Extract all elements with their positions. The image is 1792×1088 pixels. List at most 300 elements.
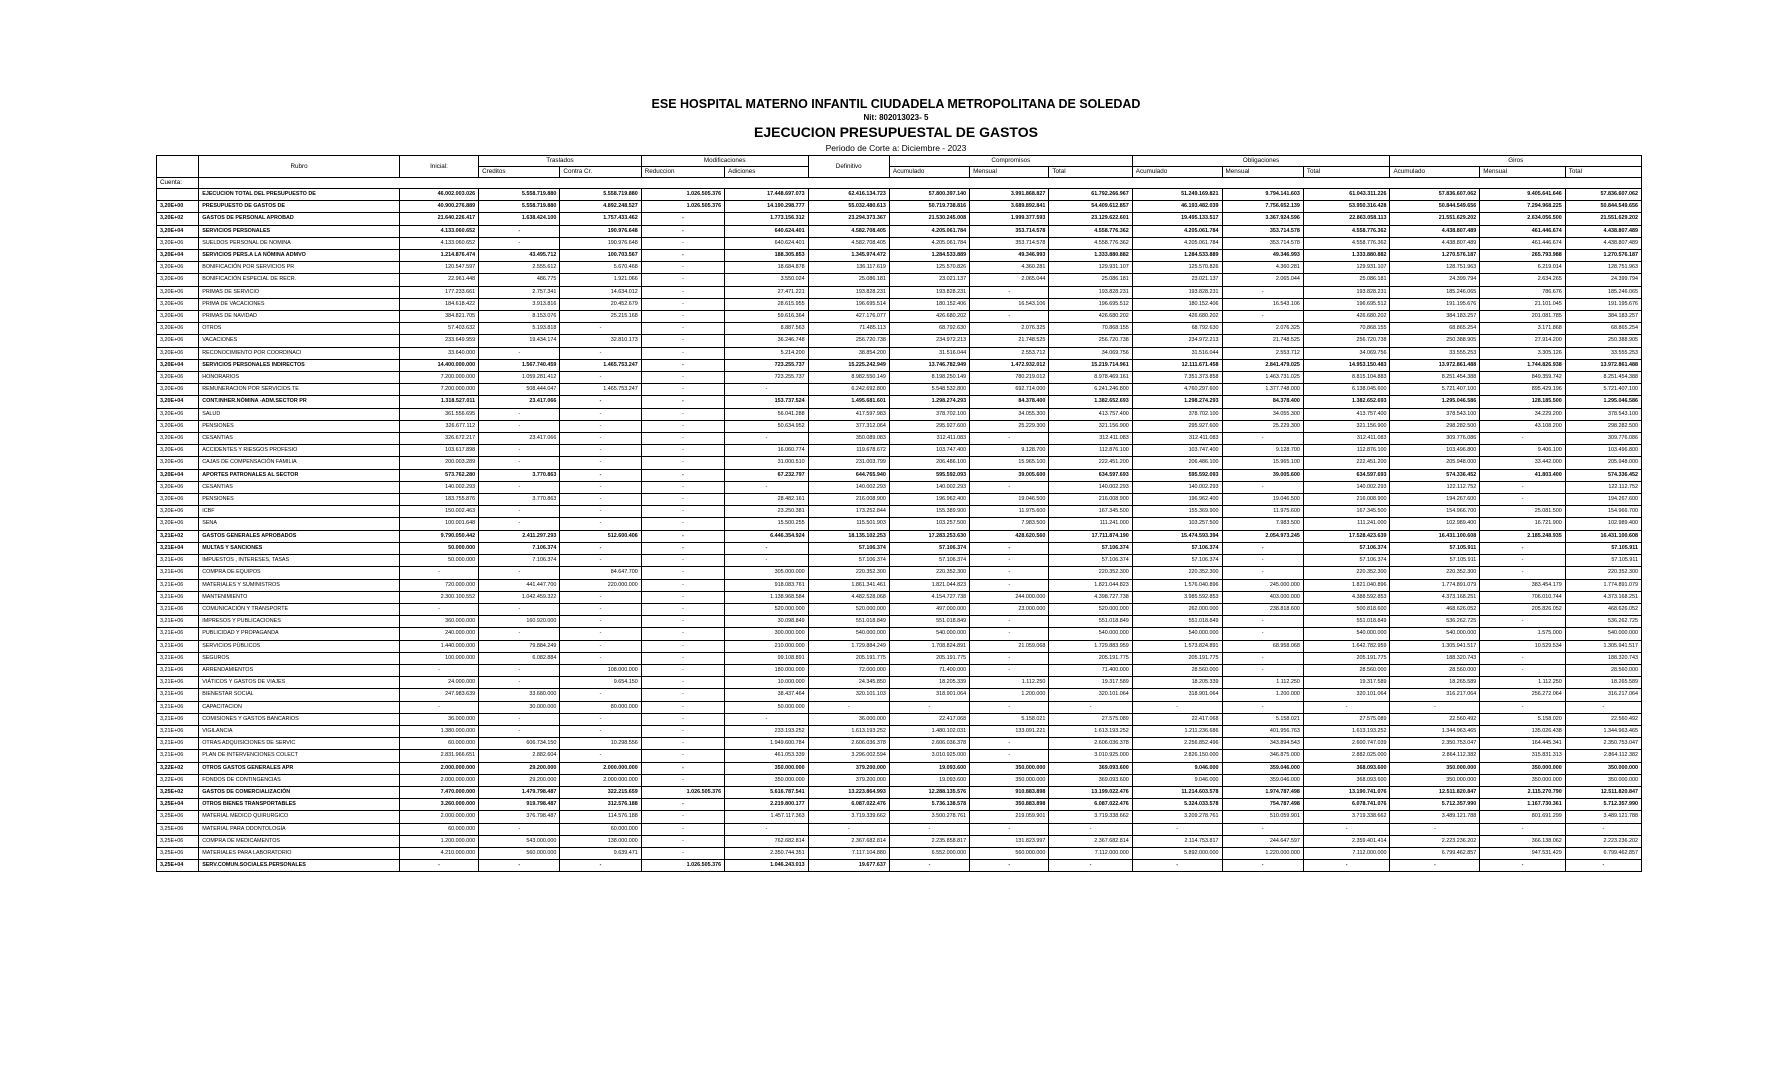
value-cell: 2.831.966.651 xyxy=(399,750,478,762)
value-cell: 1.774.891.079 xyxy=(1565,579,1641,591)
table-body xyxy=(157,189,1642,872)
value-cell: 2.367.682.814 xyxy=(808,835,889,847)
value-cell: 100.000.000 xyxy=(399,652,478,664)
value-cell: 1.613.193.252 xyxy=(1303,725,1390,737)
value-cell: 205.826.052 xyxy=(1480,603,1566,615)
value-cell: 1.821.040.896 xyxy=(1303,579,1390,591)
value-cell: 2.350.753.047 xyxy=(1565,738,1641,750)
value-cell: 723.255.737 xyxy=(725,359,808,371)
value-cell: 50.719.738.816 xyxy=(889,201,969,213)
header-traslados: Traslados xyxy=(479,156,642,167)
value-cell: 1.821.044.823 xyxy=(1049,579,1132,591)
value-cell: 1.479.798.487 xyxy=(479,786,560,798)
value-cell: 205.191.775 xyxy=(1303,652,1390,664)
value-cell: 57.105.911 xyxy=(1390,542,1480,554)
value-cell: 1.046.243.013 xyxy=(725,860,808,872)
cuenta-cell: 3,25E+06 xyxy=(157,847,199,859)
value-cell: 316.217.064 xyxy=(1390,689,1480,701)
value-cell: - xyxy=(970,567,1049,579)
value-cell: 28.560.000 xyxy=(1565,664,1641,676)
rubro-cell: CAPACITACION xyxy=(199,701,400,713)
value-cell: 378.702.100 xyxy=(889,408,969,420)
value-cell: 13.972.861.488 xyxy=(1565,359,1641,371)
value-cell: 57.106.374 xyxy=(1132,542,1222,554)
rubro-cell: COMISIONES Y GASTOS BANCARIOS xyxy=(199,713,400,725)
value-cell: 5.193.818 xyxy=(479,323,560,335)
cuenta-cell: 3,21E+06 xyxy=(157,579,199,591)
value-cell: - xyxy=(641,567,724,579)
value-cell: 9.790.050.442 xyxy=(399,530,478,542)
value-cell: 33.680.000 xyxy=(479,689,560,701)
value-cell: - xyxy=(479,725,560,737)
value-cell: 18.135.102.253 xyxy=(808,530,889,542)
value-cell: 2.555.612 xyxy=(479,262,560,274)
value-cell: 512.600.406 xyxy=(560,530,641,542)
value-cell: 16.721.900 xyxy=(1480,518,1566,530)
value-cell: 256.720.738 xyxy=(808,335,889,347)
value-cell: 895.429.196 xyxy=(1480,384,1566,396)
header-cuenta-blank xyxy=(157,156,199,178)
value-cell: 8.251.454.388 xyxy=(1390,372,1480,384)
table-row xyxy=(157,298,1642,310)
value-cell: 413.757.400 xyxy=(1049,408,1132,420)
value-cell: 30.098.849 xyxy=(725,616,808,628)
value-cell: 188.305.853 xyxy=(725,250,808,262)
value-cell: 10.000.000 xyxy=(725,677,808,689)
rubro-cell: RECONOCIMIENTO POR COORDINACI xyxy=(199,347,400,359)
rubro-cell: MANTENIMIENTO xyxy=(199,591,400,603)
value-cell: 133.091.221 xyxy=(970,725,1049,737)
table-row xyxy=(157,799,1642,811)
value-cell: 378.543.100 xyxy=(1390,408,1480,420)
value-cell: 3.296.002.594 xyxy=(808,750,889,762)
value-cell: 1.305.941.517 xyxy=(1565,640,1641,652)
value-cell: 6.242.692.800 xyxy=(808,384,889,396)
value-cell: 540.000.000 xyxy=(1303,628,1390,640)
value-cell: 29.200.000 xyxy=(479,774,560,786)
value-cell: 196.695.514 xyxy=(808,298,889,310)
value-cell: 1.138.968.584 xyxy=(725,591,808,603)
value-cell: 61.792.266.967 xyxy=(1049,189,1132,201)
value-cell: 31.516.044 xyxy=(889,347,969,359)
value-cell: 1.298.274.293 xyxy=(1132,396,1222,408)
value-cell: 1.708.824.891 xyxy=(889,640,969,652)
value-cell: 25.086.181 xyxy=(808,274,889,286)
value-cell: 23.000.000 xyxy=(970,603,1049,615)
value-cell: - xyxy=(1049,701,1132,713)
rubro-cell: EJECUCION TOTAL DEL PRESUPUESTO DE xyxy=(199,189,400,201)
cuenta-cell: 3,22E+02 xyxy=(157,762,199,774)
value-cell: 16.543.106 xyxy=(970,298,1049,310)
cuenta-cell: 3,20E+04 xyxy=(157,359,199,371)
value-cell: - xyxy=(560,542,641,554)
value-cell: 316.217.064 xyxy=(1565,689,1641,701)
cuenta-cell: 3,20E+06 xyxy=(157,311,199,323)
value-cell: 57.800.397.140 xyxy=(889,189,969,201)
value-cell: - xyxy=(1565,860,1641,872)
value-cell: 21.551.629.202 xyxy=(1565,213,1641,225)
value-cell: - xyxy=(479,225,560,237)
value-cell: 5.670.468 xyxy=(560,262,641,274)
value-cell: 17.528.423.639 xyxy=(1303,530,1390,542)
value-cell: - xyxy=(560,481,641,493)
value-cell: 4.892.248.527 xyxy=(560,201,641,213)
value-cell: 8.251.454.388 xyxy=(1565,372,1641,384)
value-cell: - xyxy=(641,579,724,591)
rubro-cell: REMUNERACION POR SERVICIOS TE xyxy=(199,384,400,396)
value-cell: 103.747.400 xyxy=(1132,445,1222,457)
value-cell: 15.219.714.961 xyxy=(1049,359,1132,371)
value-cell: 33.640.000 xyxy=(399,347,478,359)
value-cell: 2.411.297.293 xyxy=(479,530,560,542)
cuenta-cell: 3,21E+04 xyxy=(157,542,199,554)
value-cell: 7.200.000.000 xyxy=(399,372,478,384)
value-cell: 154.966.700 xyxy=(1565,506,1641,518)
value-cell: 11.214.603.578 xyxy=(1132,786,1222,798)
rubro-cell: GASTOS DE COMERCIALIZACIÓN xyxy=(199,786,400,798)
value-cell: 238.818.600 xyxy=(1222,603,1303,615)
value-cell: 3.550.024 xyxy=(725,274,808,286)
value-cell: 23.021.137 xyxy=(889,274,969,286)
value-cell: - xyxy=(479,628,560,640)
value-cell: - xyxy=(560,616,641,628)
value-cell: 16.543.106 xyxy=(1222,298,1303,310)
value-cell: 57.836.607.062 xyxy=(1565,189,1641,201)
value-cell: 60.000.000 xyxy=(560,823,641,835)
table-row xyxy=(157,835,1642,847)
rubro-cell: PRESUPUESTO DE GASTOS DE xyxy=(199,201,400,213)
rubro-cell: COMPRA DE EQUIPOS xyxy=(199,567,400,579)
value-cell: 50.634.952 xyxy=(725,420,808,432)
value-cell: 27.575.089 xyxy=(1303,713,1390,725)
value-cell: - xyxy=(560,713,641,725)
value-cell: 786.676 xyxy=(1480,286,1566,298)
cuenta-cell: 3,20E+06 xyxy=(157,457,199,469)
value-cell: 322.215.659 xyxy=(560,786,641,798)
value-cell: 309.776.086 xyxy=(1565,433,1641,445)
value-cell: 551.018.849 xyxy=(1303,616,1390,628)
value-cell: 6.087.022.476 xyxy=(808,799,889,811)
value-cell: 15.474.593.394 xyxy=(1132,530,1222,542)
value-cell: 188.320.743 xyxy=(1390,652,1480,664)
value-cell: 644.765.940 xyxy=(808,469,889,481)
value-cell: 3.719.338.662 xyxy=(1049,811,1132,823)
value-cell: 3.010.925.000 xyxy=(1049,750,1132,762)
table-row xyxy=(157,860,1642,872)
value-cell: 9.128.700 xyxy=(1222,445,1303,457)
value-cell: - xyxy=(970,311,1049,323)
value-cell: 129.931.107 xyxy=(1303,262,1390,274)
value-cell: 560.000.000 xyxy=(970,847,1049,859)
entity-name: ESE HOSPITAL MATERNO INFANTIL CIUDADELA METROPOLITANA DE SOLEDAD xyxy=(651,97,1141,111)
value-cell: 22.863.058.113 xyxy=(1303,213,1390,225)
value-cell: 3.719.339.662 xyxy=(808,811,889,823)
rubro-cell: OTROS GASTOS GENERALES APR xyxy=(199,762,400,774)
value-cell: - xyxy=(1565,823,1641,835)
value-cell: 640.624.401 xyxy=(725,225,808,237)
table-row xyxy=(157,579,1642,591)
cuenta-cell: 3,20E+06 xyxy=(157,262,199,274)
value-cell: 128.751.963 xyxy=(1390,262,1480,274)
rubro-cell: ACCIDENTES Y RIESGOS PROFESIO xyxy=(199,445,400,457)
value-cell: 5.736.138.578 xyxy=(889,799,969,811)
value-cell: 312.411.083 xyxy=(1049,433,1132,445)
value-cell: 4.438.807.489 xyxy=(1390,237,1480,249)
rubro-cell: MATERIALES Y SUMINISTROS xyxy=(199,579,400,591)
value-cell: 12.111.671.458 xyxy=(1132,359,1222,371)
value-cell: 573.762.280 xyxy=(399,469,478,481)
value-cell: 57.105.911 xyxy=(1565,542,1641,554)
value-cell: 428.620.560 xyxy=(970,530,1049,542)
table-row xyxy=(157,433,1642,445)
value-cell: 1.921.066 xyxy=(560,274,641,286)
value-cell: - xyxy=(479,713,560,725)
table-row xyxy=(157,677,1642,689)
value-cell: - xyxy=(479,567,560,579)
value-cell: 543.000.000 xyxy=(479,835,560,847)
value-cell: 150.002.463 xyxy=(399,506,478,518)
rubro-cell: SERVICIOS PERSONALES INDIRECTOS xyxy=(199,359,400,371)
rubro-cell: ARRENDAMIENTOS xyxy=(199,664,400,676)
value-cell: 36.246.748 xyxy=(725,335,808,347)
value-cell: 234.972.213 xyxy=(1132,335,1222,347)
value-cell: 780.219.012 xyxy=(970,372,1049,384)
value-cell: - xyxy=(641,384,724,396)
value-cell: 25.215.168 xyxy=(560,311,641,323)
value-cell: 378.702.100 xyxy=(1132,408,1222,420)
value-cell: - xyxy=(641,347,724,359)
value-cell: 2.841.479.025 xyxy=(1222,359,1303,371)
value-cell: 540.000.000 xyxy=(1132,628,1222,640)
value-cell: - xyxy=(479,603,560,615)
value-cell: 2.606.036.378 xyxy=(808,738,889,750)
value-cell: 315.831.313 xyxy=(1480,750,1566,762)
value-cell: - xyxy=(725,823,808,835)
value-cell: 9.128.700 xyxy=(970,445,1049,457)
value-cell: - xyxy=(970,579,1049,591)
value-cell: 256.720.738 xyxy=(1049,335,1132,347)
value-cell: 574.336.452 xyxy=(1390,469,1480,481)
value-cell: 14.190.298.777 xyxy=(725,201,808,213)
value-cell: 426.680.202 xyxy=(889,311,969,323)
value-cell: - xyxy=(641,750,724,762)
value-cell: - xyxy=(641,494,724,506)
value-cell: 233.649.959 xyxy=(399,335,478,347)
value-cell: 1.220.000.000 xyxy=(1222,847,1303,859)
value-cell: - xyxy=(1222,311,1303,323)
cuenta-cell: 3,20E+06 xyxy=(157,323,199,335)
value-cell: 1.480.102.031 xyxy=(889,725,969,737)
value-cell: - xyxy=(641,225,724,237)
value-cell: - xyxy=(641,591,724,603)
table-row xyxy=(157,847,1642,859)
value-cell: 369.093.600 xyxy=(1049,774,1132,786)
value-cell: 461.446.674 xyxy=(1480,225,1566,237)
rubro-cell: HONORARIOS xyxy=(199,372,400,384)
value-cell: 2.000.000.000 xyxy=(399,762,478,774)
value-cell: 210.000.000 xyxy=(725,640,808,652)
value-cell: 22.560.492 xyxy=(1390,713,1480,725)
value-cell: 196.962.400 xyxy=(889,494,969,506)
value-cell: 1.167.730.361 xyxy=(1480,799,1566,811)
value-cell: 1.495.681.601 xyxy=(808,396,889,408)
value-cell: 606.734.150 xyxy=(479,738,560,750)
value-cell: 312.576.188 xyxy=(560,799,641,811)
value-cell: 366.138.062 xyxy=(1480,835,1566,847)
value-cell: 155.389.900 xyxy=(889,506,969,518)
header-giros-mensual: Mensual xyxy=(1480,167,1566,178)
value-cell: 22.560.492 xyxy=(1565,713,1641,725)
table-header-row-3 xyxy=(157,178,1642,189)
cuenta-cell: 3,20E+06 xyxy=(157,237,199,249)
value-cell: 10.529.534 xyxy=(1480,640,1566,652)
value-cell: - xyxy=(479,420,560,432)
value-cell: 9.406.100 xyxy=(1480,445,1566,457)
value-cell: 24.345.850 xyxy=(808,677,889,689)
value-cell: - xyxy=(641,628,724,640)
value-cell: 4.582.708.405 xyxy=(808,237,889,249)
header-giros-acumulado: Acumulado xyxy=(1390,167,1480,178)
value-cell: 28.560.000 xyxy=(1132,664,1222,676)
value-cell: 1.440.000.000 xyxy=(399,640,478,652)
cuenta-cell: 3,20E+06 xyxy=(157,274,199,286)
value-cell: - xyxy=(1390,701,1480,713)
rubro-cell: CESANTIAS xyxy=(199,481,400,493)
value-cell: - xyxy=(970,433,1049,445)
value-cell: - xyxy=(479,506,560,518)
value-cell: 27.471.221 xyxy=(725,286,808,298)
value-cell: - xyxy=(641,433,724,445)
value-cell: 155.369.900 xyxy=(1132,506,1222,518)
cuenta-cell: 3,20E+06 xyxy=(157,286,199,298)
value-cell: 28.560.000 xyxy=(1390,664,1480,676)
value-cell: - xyxy=(560,591,641,603)
value-cell: 1.949.600.784 xyxy=(725,738,808,750)
value-cell: 51.249.169.821 xyxy=(1132,189,1222,201)
value-cell: 103.747.400 xyxy=(889,445,969,457)
value-cell: - xyxy=(560,555,641,567)
cuenta-cell: 3,21E+02 xyxy=(157,530,199,542)
value-cell: - xyxy=(479,518,560,530)
value-cell: 1.284.533.889 xyxy=(1132,250,1222,262)
value-cell: 350.000.000 xyxy=(1480,774,1566,786)
value-cell: 3.171.868 xyxy=(1480,323,1566,335)
value-cell: 9.046.000 xyxy=(1132,774,1222,786)
rubro-cell: MATERIAL PARA ODONTOLOGÍA xyxy=(199,823,400,835)
value-cell: 191.195.676 xyxy=(1390,298,1480,310)
rubro-cell: SEGUROS xyxy=(199,652,400,664)
rubro-cell: PUBLICIDAD Y PROPAGANDA xyxy=(199,628,400,640)
value-cell: 2.553.712 xyxy=(1222,347,1303,359)
value-cell: 128.751.963 xyxy=(1565,262,1641,274)
value-cell: 401.956.763 xyxy=(1222,725,1303,737)
value-cell: - xyxy=(479,664,560,676)
value-cell: 180.152.406 xyxy=(1132,298,1222,310)
value-cell: 1.112.250 xyxy=(1222,677,1303,689)
value-cell: 540.000.000 xyxy=(1390,628,1480,640)
value-cell: 62.416.134.723 xyxy=(808,189,889,201)
value-cell: 50.844.549.656 xyxy=(1390,201,1480,213)
value-cell: 25.229.300 xyxy=(1222,420,1303,432)
value-cell: 5.158.021 xyxy=(1222,713,1303,725)
value-cell: 11.975.600 xyxy=(1222,506,1303,518)
value-cell: 1.112.250 xyxy=(970,677,1049,689)
table-row xyxy=(157,664,1642,676)
value-cell: 193.828.231 xyxy=(1049,286,1132,298)
value-cell: 25.081.500 xyxy=(1480,506,1566,518)
value-cell: 350.883.898 xyxy=(970,799,1049,811)
value-cell: - xyxy=(399,567,478,579)
rubro-cell: PLAN DE INTERVENCIONES COLECT xyxy=(199,750,400,762)
value-cell: 350.000.000 xyxy=(970,774,1049,786)
value-cell: 190.976.648 xyxy=(560,225,641,237)
value-cell: 1.042.459.322 xyxy=(479,591,560,603)
value-cell: - xyxy=(641,835,724,847)
value-cell: 46.002.003.026 xyxy=(399,189,478,201)
value-cell: 177.233.661 xyxy=(399,286,478,298)
table-row xyxy=(157,457,1642,469)
value-cell: 2.553.712 xyxy=(970,347,1049,359)
value-cell: 1.214.876.474 xyxy=(399,250,478,262)
value-cell: 350.000.000 xyxy=(725,774,808,786)
rubro-cell: GASTOS GENERALES APROBADOS xyxy=(199,530,400,542)
value-cell: 49.346.993 xyxy=(970,250,1049,262)
value-cell: 60.000.000 xyxy=(399,738,478,750)
value-cell: 205.191.775 xyxy=(1132,652,1222,664)
value-cell: - xyxy=(1480,567,1566,579)
header-obligaciones: Obligaciones xyxy=(1132,156,1390,167)
value-cell: 520.000.000 xyxy=(808,603,889,615)
value-cell: 762.682.814 xyxy=(725,835,808,847)
value-cell: 7.983.500 xyxy=(970,518,1049,530)
header-creditos: Creditos xyxy=(479,167,560,178)
value-cell: 57.105.911 xyxy=(1565,555,1641,567)
value-cell: 28.482.161 xyxy=(725,494,808,506)
rubro-cell: PENSIONES xyxy=(199,420,400,432)
value-cell: 7.112.000.000 xyxy=(1303,847,1390,859)
value-cell: 1.295.046.586 xyxy=(1390,396,1480,408)
value-cell: 468.626.052 xyxy=(1390,603,1480,615)
value-cell: 383.454.179 xyxy=(1480,579,1566,591)
value-cell: 2.634.056.500 xyxy=(1480,213,1566,225)
value-cell: 5.214.200 xyxy=(725,347,808,359)
value-cell: 112.876.100 xyxy=(1303,445,1390,457)
value-cell: 413.757.400 xyxy=(1303,408,1390,420)
value-cell: 16.060.774 xyxy=(725,445,808,457)
value-cell: 1.344.963.465 xyxy=(1390,725,1480,737)
value-cell: 41.803.400 xyxy=(1480,469,1566,481)
value-cell: - xyxy=(560,469,641,481)
value-cell: 9.794.141.603 xyxy=(1222,189,1303,201)
value-cell: - xyxy=(399,860,478,872)
value-cell: - xyxy=(560,689,641,701)
value-cell: 59.616.364 xyxy=(725,311,808,323)
value-cell: 21.530.245.008 xyxy=(889,213,969,225)
value-cell: 24.399.794 xyxy=(1565,274,1641,286)
value-cell: 34.229.200 xyxy=(1480,408,1566,420)
value-cell: 183.755.876 xyxy=(399,494,478,506)
value-cell: 1.026.505.376 xyxy=(641,860,724,872)
value-cell: 1.059.281.412 xyxy=(479,372,560,384)
value-cell: 486.775 xyxy=(479,274,560,286)
cuenta-cell: 3,21E+06 xyxy=(157,652,199,664)
value-cell: 1.463.731.025 xyxy=(1222,372,1303,384)
value-cell: 2.882.025.000 xyxy=(1303,750,1390,762)
value-cell: 55.032.480.613 xyxy=(808,201,889,213)
value-cell: 343.894.543 xyxy=(1222,738,1303,750)
header-spacer xyxy=(199,178,1642,189)
value-cell: - xyxy=(970,628,1049,640)
